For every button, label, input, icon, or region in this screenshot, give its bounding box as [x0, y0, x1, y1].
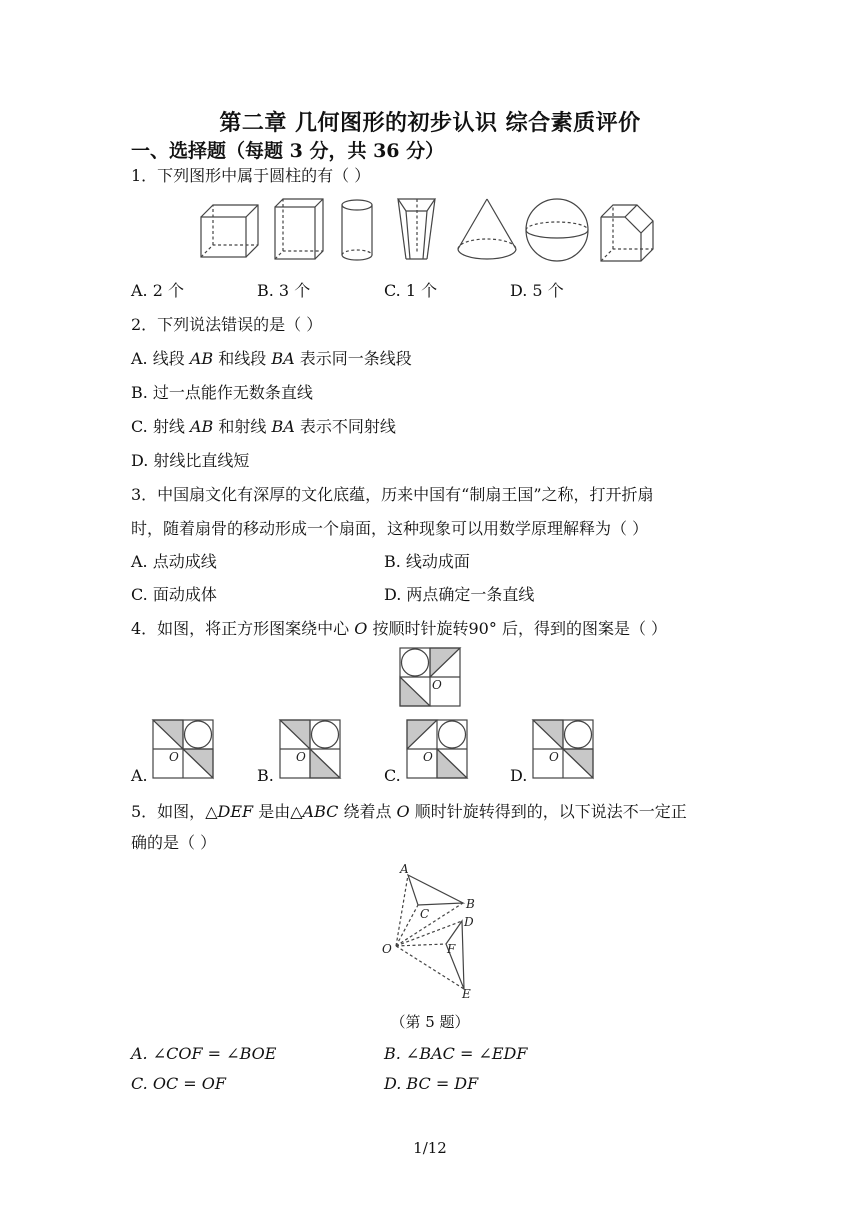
frustum-icon: [398, 199, 435, 259]
q4-option-b-label[interactable]: B.: [257, 766, 274, 785]
q5-option-b-text: B. ∠BAC = ∠EDF: [384, 1044, 528, 1063]
q2-c-var1: AB: [189, 417, 214, 436]
q5-stem-line1: [131, 799, 687, 822]
q5-label-c: C: [420, 907, 430, 921]
q5-label-d: D: [464, 915, 474, 929]
q2-c-text: C. 射线: [131, 417, 190, 436]
q4-stem-var: O: [354, 619, 368, 638]
q4-stem-degree: 90°: [468, 619, 497, 638]
q4-option-a-figure[interactable]: [152, 719, 214, 779]
q4-stem-text-mid: 按顺时针旋转: [367, 619, 469, 638]
q2-a-text-post: 表示同一条线段: [294, 349, 412, 368]
q1-shapes-figure: [195, 197, 665, 265]
q3-stem-line2: 时，随着扇骨的移动形成一个扇面，这种现象可以用数学原理解释为（ ）: [131, 519, 649, 538]
q4-option-a-label[interactable]: A.: [131, 766, 148, 785]
q4-option-b-figure[interactable]: [279, 719, 341, 779]
q4-stem-text: 4．如图，将正方形图案绕中心: [131, 619, 355, 638]
q4-d-center-label: O: [549, 750, 559, 764]
q5-option-d[interactable]: [384, 1074, 478, 1093]
q5-stem-text-mid1: 是由: [253, 802, 291, 821]
q1-option-a[interactable]: A. 2 个: [131, 281, 184, 300]
q5-option-a-text: A. ∠COF = ∠BOE: [131, 1044, 277, 1063]
page-number: 1/12: [413, 1139, 447, 1157]
q5-stem-text: 5．如图，: [131, 802, 206, 821]
q4-option-c-figure[interactable]: [406, 719, 468, 779]
sphere-icon: [526, 199, 588, 261]
q4-stem: [131, 616, 667, 639]
q5-option-c[interactable]: [131, 1074, 226, 1093]
q5-stem-text-post: 顺时针旋转得到的，以下说法不一定正: [409, 802, 687, 821]
q3-option-c[interactable]: C. 面动成体: [131, 585, 217, 604]
cylinder-icon: [342, 200, 372, 260]
q2-option-a[interactable]: [131, 346, 412, 369]
q2-c-text-post: 表示不同射线: [294, 417, 396, 436]
q1-stem: 1．下列图形中属于圆柱的有（ ）: [131, 166, 371, 185]
q1-option-b[interactable]: B. 3 个: [257, 281, 311, 300]
q5-stem-line2: 确的是（ ）: [131, 833, 217, 852]
q5-label-a: A: [400, 862, 409, 876]
q4-option-d-figure[interactable]: [532, 719, 594, 779]
q2-option-c[interactable]: [131, 414, 396, 437]
q4-c-center-label: O: [423, 750, 433, 764]
q5-option-b[interactable]: [384, 1044, 527, 1063]
q5-stem-text-mid2: 绕着点: [338, 802, 397, 821]
q2-a-text-mid: 和线段: [213, 349, 272, 368]
q5-point-o: O: [396, 802, 410, 821]
q5-option-c-text: C. OC = OF: [131, 1074, 226, 1093]
q5-option-a[interactable]: [131, 1044, 276, 1063]
q4-b-center-label: O: [296, 750, 306, 764]
q4-center-label: O: [432, 678, 442, 692]
q2-c-text-mid: 和射线: [213, 417, 272, 436]
q4-stem-text-post: 后，得到的图案是（ ）: [496, 619, 668, 638]
q5-label-e: E: [462, 987, 471, 1001]
cone-icon: [458, 199, 516, 259]
q3-option-a[interactable]: A. 点动成线: [131, 552, 217, 571]
section-heading: 一、选择题（每题 3 分，共 36 分）: [131, 140, 445, 162]
q5-label-b: B: [466, 897, 475, 911]
q2-a-text: A. 线段: [131, 349, 190, 368]
q5-label-o: O: [382, 942, 392, 956]
q4-a-center-label: O: [169, 750, 179, 764]
q2-stem: 2．下列说法错误的是（ ）: [131, 315, 323, 334]
q3-stem-line1: 3．中国扇文化有深厚的文化底蕴，历来中国有“制扇王国”之称，打开折扇: [131, 485, 654, 504]
q2-option-d[interactable]: D. 射线比直线短: [131, 451, 250, 470]
q5-figure-caption: （第 5 题）: [390, 1013, 470, 1031]
q2-a-var2: BA: [271, 349, 295, 368]
prism-icon: [275, 199, 323, 259]
q2-option-b[interactable]: B. 过一点能作无数条直线: [131, 383, 313, 402]
q2-c-var2: BA: [271, 417, 295, 436]
q1-option-c[interactable]: C. 1 个: [384, 281, 438, 300]
q3-option-d[interactable]: D. 两点确定一条直线: [384, 585, 535, 604]
q5-option-d-text: D. BC = DF: [384, 1074, 479, 1093]
q2-a-var1: AB: [189, 349, 214, 368]
cuboid-icon: [201, 205, 258, 257]
q4-option-c-label[interactable]: C.: [384, 766, 401, 785]
q5-triangle-abc: △ABC: [290, 802, 339, 821]
q5-triangle-def: △DEF: [205, 802, 254, 821]
q1-option-d[interactable]: D. 5 个: [510, 281, 564, 300]
q4-original-pattern: [399, 647, 461, 707]
q4-option-d-label[interactable]: D.: [510, 766, 528, 785]
q5-label-f: F: [447, 942, 456, 956]
q5-rotation-figure: [378, 858, 488, 1003]
cut-cube-icon: [601, 205, 653, 261]
page-title: 第二章 几何图形的初步认识 综合素质评价: [219, 110, 641, 136]
q3-option-b[interactable]: B. 线动成面: [384, 552, 470, 571]
